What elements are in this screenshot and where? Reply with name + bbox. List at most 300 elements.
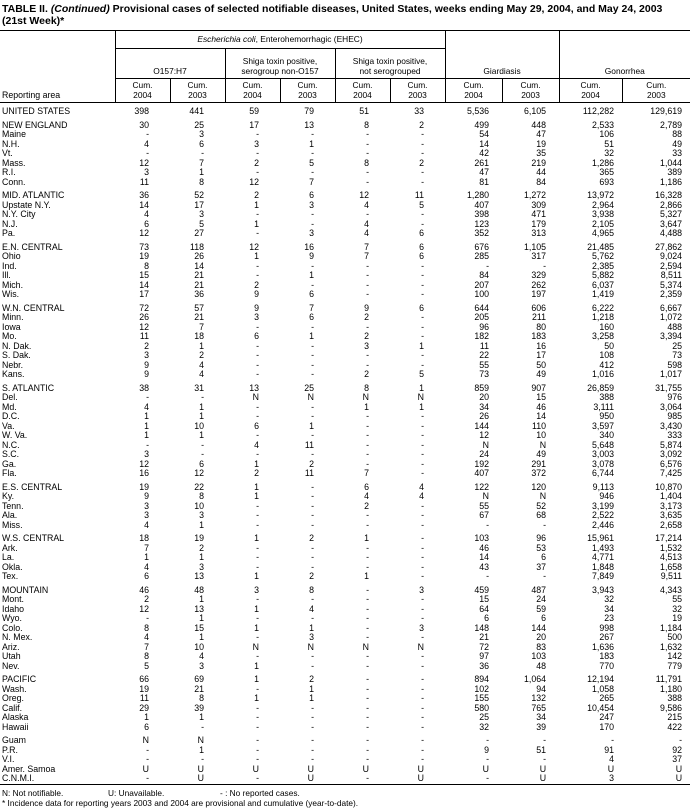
- value-cell: 7,849: [592, 571, 615, 581]
- value-cell: 693: [599, 176, 615, 187]
- value-cell: -: [311, 561, 314, 572]
- value-cell: 11,791: [655, 674, 683, 684]
- value-cell: -: [366, 430, 369, 440]
- value-cell: -: [366, 510, 369, 520]
- value-cell: 15: [536, 392, 547, 402]
- value-cell: -: [311, 148, 314, 158]
- value-cell: 100: [474, 289, 490, 299]
- value-cell: 5: [144, 660, 149, 671]
- value-cell: -: [421, 651, 425, 661]
- value-cell: 388: [667, 693, 683, 703]
- value-cell: 103: [531, 651, 547, 661]
- value-cell: 10: [536, 430, 547, 440]
- column-header-cum-2003-7: Cum. 2003: [502, 79, 559, 103]
- reporting-area-cell: Wis.: [2, 289, 20, 299]
- value-cell: -: [146, 392, 149, 402]
- column-header-cum-2003-3: Cum. 2003: [280, 79, 335, 103]
- value-cell: 16,328: [655, 190, 683, 200]
- value-cell: -: [335, 774, 390, 784]
- value-cell: 3: [309, 632, 314, 642]
- value-cell: -: [366, 270, 369, 280]
- value-cell: -: [421, 613, 425, 623]
- value-cell: 29: [139, 702, 149, 713]
- value-cell: 3,064: [660, 401, 683, 412]
- value-cell: 33: [672, 148, 683, 158]
- value-cell: -: [421, 209, 425, 219]
- value-cell: 182: [474, 331, 490, 341]
- value-cell: 72: [139, 302, 149, 313]
- value-cell: -: [256, 359, 259, 370]
- table-row: [0, 521, 690, 531]
- value-cell: 9: [144, 491, 149, 501]
- value-cell: 12: [139, 321, 149, 332]
- value-cell: 422: [667, 721, 683, 732]
- value-cell: 123: [474, 218, 490, 229]
- value-cell: 6: [419, 241, 425, 252]
- value-cell: 59: [536, 603, 547, 614]
- reporting-area-cell: Del.: [2, 392, 18, 402]
- value-cell: -: [256, 209, 259, 219]
- value-cell: 459: [474, 584, 490, 595]
- value-cell: -: [256, 519, 259, 530]
- table-row: [0, 149, 690, 159]
- value-cell: 261: [474, 157, 490, 168]
- value-cell: 24: [536, 594, 547, 604]
- value-cell: 8: [309, 584, 314, 595]
- value-cell: -: [421, 218, 425, 229]
- value-cell: 1,044: [660, 157, 683, 168]
- value-cell: 3: [254, 138, 259, 149]
- value-cell: 1: [199, 340, 204, 351]
- value-cell: 5: [199, 218, 204, 229]
- value-cell: 8: [199, 491, 204, 501]
- table-row: [0, 544, 690, 554]
- value-cell: 12: [359, 190, 369, 200]
- value-cell: 291: [531, 458, 547, 469]
- value-cell: 3: [199, 660, 204, 671]
- value-cell: -: [421, 552, 425, 562]
- value-cell: 50: [536, 359, 547, 370]
- table-row: [0, 553, 690, 563]
- value-cell: -: [311, 660, 314, 671]
- column-header-cum-2004-4: Cum. 2004: [335, 79, 390, 103]
- value-cell: -: [311, 613, 314, 623]
- value-cell: 7: [364, 251, 369, 261]
- table-title: [2, 3, 688, 27]
- value-cell: 192: [474, 458, 490, 469]
- value-cell: -: [256, 340, 259, 351]
- ehec-rest-label: , Enterohemorrhagic (EHEC): [255, 33, 363, 44]
- value-cell: 770: [599, 660, 615, 671]
- reporting-area-cell: Maine: [2, 129, 26, 139]
- reporting-area-cell: MID. ATLANTIC: [2, 190, 65, 200]
- value-cell: 1: [144, 420, 149, 431]
- value-cell: 644: [474, 302, 490, 313]
- value-cell: 2,866: [660, 199, 683, 210]
- value-cell: -: [445, 774, 502, 784]
- table-row: [0, 117, 690, 131]
- value-cell: 11: [139, 176, 149, 187]
- value-cell: -: [366, 660, 369, 671]
- value-cell: 3,647: [660, 218, 683, 229]
- value-cell: 1,636: [592, 641, 615, 652]
- value-cell: 19: [139, 251, 149, 261]
- table-row: [0, 380, 690, 394]
- footnote-no-reported-cases: - : No reported cases.: [220, 787, 300, 798]
- value-cell: 21,485: [587, 241, 615, 252]
- value-cell: 37: [672, 754, 683, 764]
- not-serogrouped-label-line2: not serogrouped: [359, 65, 421, 76]
- value-cell: 1: [419, 340, 425, 351]
- value-cell: -: [366, 683, 369, 694]
- reporting-area-cell: Ala.: [2, 510, 18, 520]
- value-cell: 14: [479, 552, 490, 562]
- value-cell: 43: [479, 561, 490, 572]
- value-cell: -: [311, 209, 314, 219]
- value-cell: 1,419: [592, 289, 615, 299]
- reporting-area-cell: Iowa: [2, 321, 21, 332]
- value-cell: 12: [139, 458, 149, 469]
- table-row: [0, 130, 690, 140]
- value-cell: 398: [134, 106, 149, 116]
- value-cell: -: [311, 542, 314, 553]
- reporting-area-cell: Ill.: [2, 270, 11, 280]
- column-subgroup-not-serogrouped: [335, 49, 445, 79]
- value-cell: 2,658: [660, 519, 683, 530]
- value-cell: -: [421, 321, 425, 332]
- value-cell: -: [421, 449, 425, 459]
- value-cell: 598: [667, 359, 683, 370]
- value-cell: 8: [144, 260, 149, 271]
- value-cell: 1: [199, 167, 204, 177]
- column-header-cum-2004-2: Cum. 2004: [225, 79, 280, 103]
- value-cell: 183: [599, 651, 615, 661]
- value-cell: 5,882: [592, 270, 615, 280]
- value-cell: 31,755: [655, 382, 683, 393]
- footnotes: [2, 788, 690, 808]
- value-cell: 13: [304, 119, 314, 130]
- value-cell: 3: [309, 228, 314, 238]
- value-cell: 2: [309, 571, 314, 581]
- value-cell: 4,771: [592, 552, 615, 562]
- table-row: [0, 460, 690, 470]
- value-cell: 1: [254, 533, 259, 543]
- value-cell: U: [502, 774, 559, 784]
- value-cell: 3,078: [592, 458, 615, 469]
- value-cell: 7: [199, 321, 204, 332]
- value-cell: U: [607, 763, 615, 774]
- value-cell: 1: [144, 430, 149, 440]
- reporting-area-cell: N.Y. City: [2, 209, 36, 219]
- value-cell: -: [366, 744, 369, 755]
- value-cell: 3: [199, 129, 204, 139]
- reporting-area-cell: S. Dak.: [2, 350, 31, 360]
- value-cell: 6: [309, 312, 314, 322]
- value-cell: 676: [474, 241, 490, 252]
- value-cell: -: [256, 129, 259, 139]
- value-cell: 859: [474, 382, 490, 393]
- value-cell: N: [539, 439, 547, 450]
- reporting-area-cell: N.J.: [2, 218, 18, 229]
- column-subgroup-o157h7: [115, 49, 225, 79]
- notifiable-diseases-table: [0, 30, 690, 785]
- value-cell: 69: [194, 674, 204, 684]
- table-row: [0, 262, 690, 272]
- reporting-area-cell: Calif.: [2, 702, 23, 713]
- value-cell: U: [170, 774, 225, 784]
- title-continued: (Continued): [50, 3, 110, 15]
- value-cell: -: [311, 481, 314, 492]
- value-cell: 80: [536, 321, 547, 332]
- value-cell: 49: [672, 138, 683, 149]
- value-cell: U: [197, 763, 204, 774]
- value-cell: -: [421, 721, 425, 732]
- value-cell: 13: [194, 571, 204, 581]
- value-cell: 19: [194, 533, 204, 543]
- value-cell: 9,113: [592, 481, 615, 492]
- ehec-italic-label: Escherichia coli: [197, 33, 256, 44]
- value-cell: -: [366, 138, 369, 149]
- table-row: [0, 774, 690, 784]
- value-cell: -: [366, 702, 369, 713]
- table-row: [0, 323, 690, 333]
- value-cell: U: [539, 763, 547, 774]
- table-row: [0, 563, 690, 573]
- reporting-area-cell: Wash.: [2, 683, 27, 694]
- reporting-area-cell: Fla.: [2, 468, 17, 478]
- table-row: [0, 643, 690, 653]
- value-cell: 44: [536, 167, 547, 177]
- value-cell: 42: [479, 148, 490, 158]
- value-cell: 118: [189, 241, 204, 252]
- value-cell: 3: [144, 449, 149, 459]
- value-cell: -: [311, 712, 314, 722]
- value-cell: 265: [599, 693, 615, 703]
- value-cell: 34: [479, 401, 490, 412]
- value-cell: 10: [194, 500, 204, 511]
- footnote-incidence-note: * Incidence data for reporting years 2003 and 2004 are provisional and cumulative (year-to-date).: [2, 797, 359, 808]
- value-cell: -: [311, 510, 314, 520]
- value-cell: N: [252, 392, 259, 402]
- value-cell: -: [421, 279, 425, 290]
- column-header-reporting-area: [0, 31, 115, 103]
- value-cell: 4: [144, 561, 149, 572]
- value-cell: U: [390, 774, 445, 784]
- value-cell: U: [362, 763, 369, 774]
- value-cell: 11: [479, 340, 490, 351]
- value-cell: 4: [144, 209, 149, 219]
- value-cell: -: [366, 359, 369, 370]
- value-cell: -: [366, 209, 369, 219]
- value-cell: 2,533: [592, 119, 615, 130]
- value-cell: 1,184: [660, 622, 683, 633]
- value-cell: 23: [604, 613, 615, 623]
- value-cell: -: [201, 754, 204, 764]
- value-cell: 2: [309, 533, 314, 543]
- value-cell: 448: [531, 119, 547, 130]
- reporting-area-cell: MOUNTAIN: [2, 584, 49, 595]
- value-cell: -: [366, 519, 369, 530]
- value-cell: 1: [254, 603, 259, 614]
- value-cell: 2: [309, 458, 314, 469]
- value-cell: 55: [479, 359, 490, 370]
- value-cell: 1: [199, 594, 204, 604]
- value-cell: 779: [667, 660, 683, 671]
- reporting-area-cell: Miss.: [2, 519, 23, 530]
- value-cell: N: [142, 735, 149, 745]
- value-cell: U: [482, 763, 490, 774]
- table-row: [0, 422, 690, 432]
- value-cell: 27: [194, 228, 204, 238]
- value-cell: 9: [144, 369, 149, 379]
- table-row: [0, 450, 690, 460]
- value-cell: -: [256, 321, 259, 332]
- value-cell: 7: [144, 542, 149, 553]
- value-cell: -: [256, 613, 259, 623]
- table-row: [0, 252, 690, 262]
- value-cell: -: [366, 552, 369, 562]
- value-cell: 79: [304, 106, 314, 116]
- value-cell: 170: [599, 721, 615, 732]
- value-cell: 122: [474, 481, 490, 492]
- reporting-area-cell: Ark.: [2, 542, 18, 553]
- value-cell: 765: [531, 702, 547, 713]
- column-header-cum-2003-9: Cum. 2003: [622, 79, 690, 103]
- value-cell: 64: [479, 603, 490, 614]
- value-cell: 365: [599, 167, 615, 177]
- value-cell: 11: [304, 439, 314, 450]
- value-cell: 1,286: [592, 157, 615, 168]
- reporting-area-label: Reporting area: [2, 89, 61, 100]
- value-cell: 84: [479, 270, 490, 280]
- table-row: [0, 220, 690, 230]
- value-cell: -: [421, 683, 425, 694]
- value-cell: 8: [144, 651, 149, 661]
- value-cell: 10,454: [587, 702, 615, 713]
- value-cell: 6: [144, 721, 149, 732]
- value-cell: 998: [599, 622, 615, 633]
- value-cell: 52: [194, 190, 204, 200]
- value-cell: -: [421, 359, 425, 370]
- value-cell: N: [307, 392, 314, 402]
- value-cell: -: [115, 774, 170, 784]
- value-cell: N: [197, 735, 204, 745]
- value-cell: 12,194: [587, 674, 615, 684]
- table-row: [0, 765, 690, 775]
- value-cell: 14: [536, 411, 547, 421]
- value-cell: 142: [667, 651, 683, 661]
- value-cell: -: [421, 510, 425, 520]
- value-cell: 1: [144, 712, 149, 722]
- value-cell: 5: [419, 199, 425, 210]
- value-cell: 81: [479, 176, 490, 187]
- value-cell: -: [366, 542, 369, 553]
- title-text: Provisional cases of selected notifiable diseases, United States, weeks ending May 29, 2004, and May 24, 2003 (21st Week)*: [2, 3, 663, 27]
- value-cell: 3: [254, 312, 259, 322]
- value-cell: 4: [609, 754, 615, 764]
- value-cell: 46: [139, 584, 149, 595]
- value-cell: 1: [254, 491, 259, 501]
- value-cell: -: [486, 260, 490, 271]
- value-cell: -: [256, 350, 259, 360]
- reporting-area-cell: Ind.: [2, 260, 17, 271]
- table-row: [0, 300, 690, 314]
- table-row: [0, 201, 690, 211]
- value-cell: -: [486, 754, 490, 764]
- value-cell: -: [256, 651, 259, 661]
- table-row: [0, 313, 690, 323]
- value-cell: -: [311, 279, 314, 290]
- value-cell: -: [201, 148, 204, 158]
- value-cell: 606: [531, 302, 547, 313]
- value-cell: -: [421, 138, 425, 149]
- reporting-area-cell: Pa.: [2, 228, 16, 238]
- value-cell: 26: [479, 411, 490, 421]
- value-cell: -: [366, 613, 369, 623]
- value-cell: 2: [364, 369, 369, 379]
- value-cell: 66: [139, 674, 149, 684]
- table-row: [0, 685, 690, 695]
- value-cell: 4: [364, 218, 369, 229]
- value-cell: -: [421, 660, 425, 671]
- value-cell: 205: [474, 312, 490, 322]
- value-cell: 3: [199, 209, 204, 219]
- value-cell: 59: [249, 106, 259, 116]
- value-cell: -: [311, 491, 314, 501]
- reporting-area-cell: Amer. Samoa: [2, 763, 56, 774]
- value-cell: -: [366, 603, 369, 614]
- value-cell: -: [146, 148, 149, 158]
- value-cell: 4: [364, 228, 369, 238]
- value-cell: 3,430: [660, 420, 683, 431]
- value-cell: 8: [364, 382, 369, 393]
- value-cell: -: [486, 735, 490, 745]
- value-cell: 2,446: [592, 519, 615, 530]
- value-cell: 2: [309, 674, 314, 684]
- value-cell: 48: [536, 660, 547, 671]
- value-cell: 46: [479, 542, 490, 553]
- value-cell: 6,576: [660, 458, 683, 469]
- value-cell: 6: [144, 218, 149, 229]
- value-cell: 7,425: [660, 468, 683, 478]
- value-cell: -: [311, 651, 314, 661]
- value-cell: 11: [304, 468, 314, 478]
- value-cell: 17,214: [655, 533, 683, 543]
- value-cell: N: [362, 641, 369, 652]
- column-header-cum-2004-0: Cum. 2004: [115, 79, 170, 103]
- value-cell: 1: [199, 519, 204, 530]
- value-cell: 21: [194, 270, 204, 280]
- value-cell: -: [366, 674, 369, 684]
- table-row: [0, 168, 690, 178]
- value-cell: -: [256, 561, 259, 572]
- value-cell: 12: [479, 430, 490, 440]
- value-cell: 12: [194, 468, 204, 478]
- table-row: [0, 732, 690, 746]
- value-cell: 1,105: [524, 241, 547, 252]
- value-cell: -: [366, 167, 369, 177]
- value-cell: 3: [144, 350, 149, 360]
- value-cell: -: [366, 622, 369, 633]
- value-cell: 946: [599, 491, 615, 501]
- value-cell: 112,282: [582, 106, 615, 116]
- table-row: [0, 662, 690, 672]
- reporting-area-cell: Tex.: [2, 571, 19, 581]
- value-cell: 53: [536, 542, 547, 553]
- value-cell: 6: [254, 420, 259, 431]
- reporting-area-cell: Okla.: [2, 561, 23, 572]
- value-cell: 102: [474, 683, 490, 694]
